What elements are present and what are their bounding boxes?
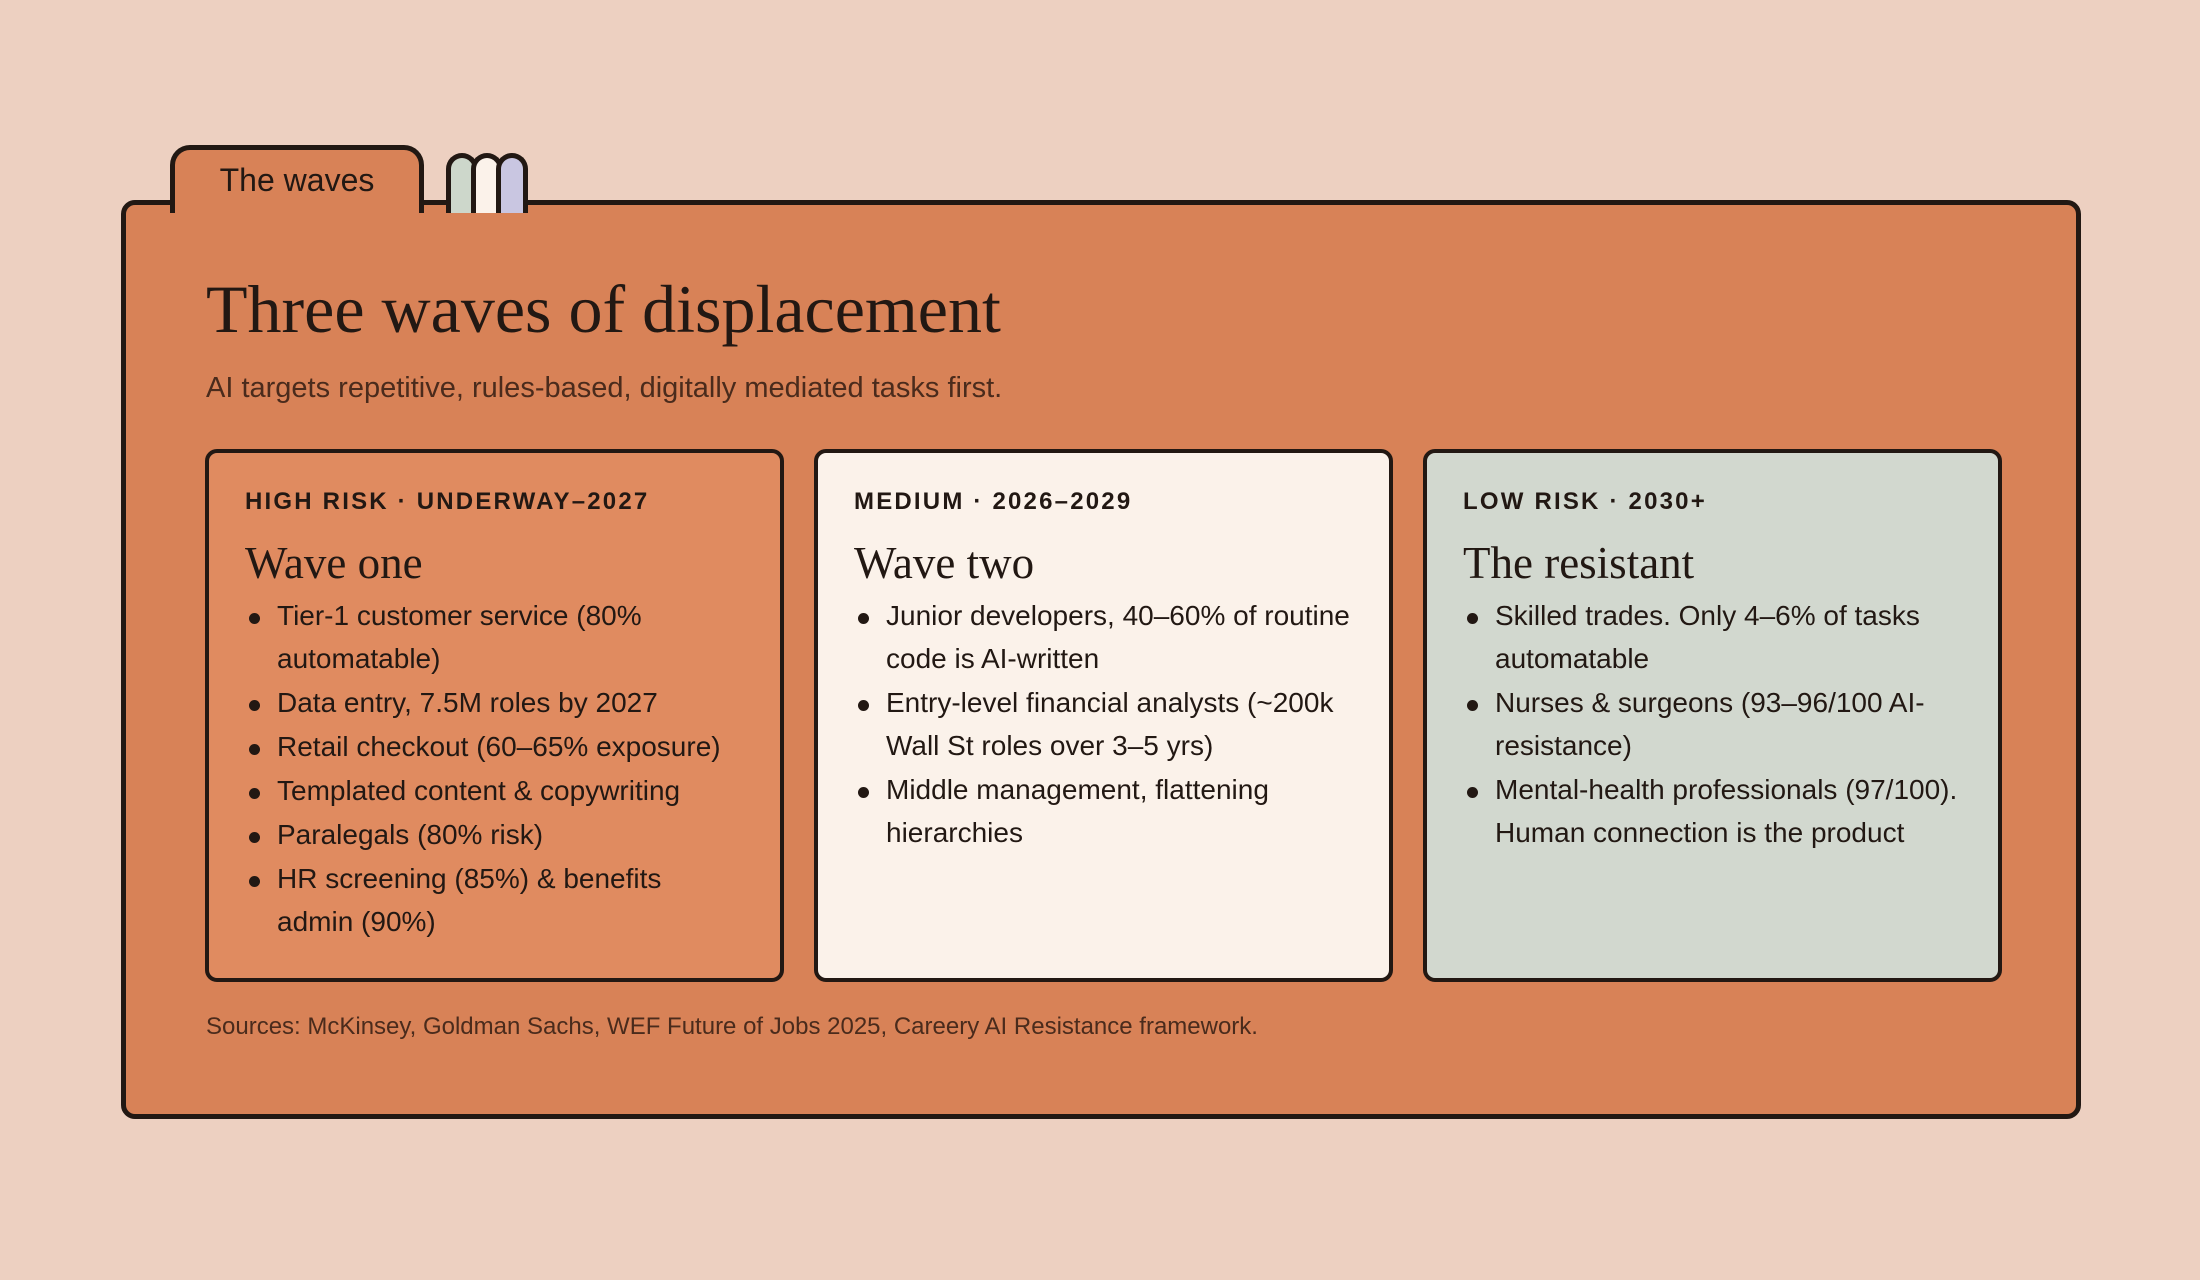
card-title: Wave one — [245, 538, 423, 588]
tab-lavender[interactable] — [496, 153, 528, 213]
list-item: Retail checkout (60–65% exposure) — [245, 725, 744, 768]
card-wave-one — [205, 449, 784, 982]
list-item: Entry-level financial analysts (~200k Wall St roles over 3–5 yrs) — [854, 681, 1353, 767]
list-item: Middle management, flattening hierarchies — [854, 768, 1353, 854]
card-risk-tag: HIGH RISK · UNDERWAY–2027 — [245, 488, 650, 515]
list-item: Tier-1 customer service (80% automatable) — [245, 594, 744, 680]
card-list — [1463, 594, 1962, 854]
list-item: Nurses & surgeons (93–96/100 AI-resistance) — [1463, 681, 1962, 767]
card-wave-two — [814, 449, 1393, 982]
card-list — [245, 594, 744, 943]
card-the-resistant — [1423, 449, 2002, 982]
card-risk-tag: MEDIUM · 2026–2029 — [854, 488, 1133, 515]
list-item: Skilled trades. Only 4–6% of tasks automatable — [1463, 594, 1962, 680]
page-title: Three waves of displacement — [206, 271, 1001, 347]
list-item: HR screening (85%) & benefits admin (90%) — [245, 857, 744, 943]
card-list — [854, 594, 1353, 854]
list-item: Data entry, 7.5M roles by 2027 — [245, 681, 744, 724]
tab-the-waves[interactable] — [170, 145, 424, 213]
card-risk-tag: LOW RISK · 2030+ — [1463, 488, 1707, 515]
list-item: Templated content & copywriting — [245, 769, 744, 812]
folder-panel — [121, 200, 2081, 1119]
list-item: Paralegals (80% risk) — [245, 813, 744, 856]
list-item: Junior developers, 40–60% of routine code is AI-written — [854, 594, 1353, 680]
page-subtitle: AI targets repetitive, rules-based, digitally mediated tasks first. — [206, 372, 1003, 404]
list-item: Mental-health professionals (97/100). Human connection is the product — [1463, 768, 1962, 854]
tab-label: The waves — [219, 162, 375, 198]
card-title: Wave two — [854, 538, 1035, 588]
sources-note: Sources: McKinsey, Goldman Sachs, WEF Future of Jobs 2025, Careery AI Resistance framework. — [206, 1013, 1258, 1040]
card-title: The resistant — [1463, 538, 1695, 588]
